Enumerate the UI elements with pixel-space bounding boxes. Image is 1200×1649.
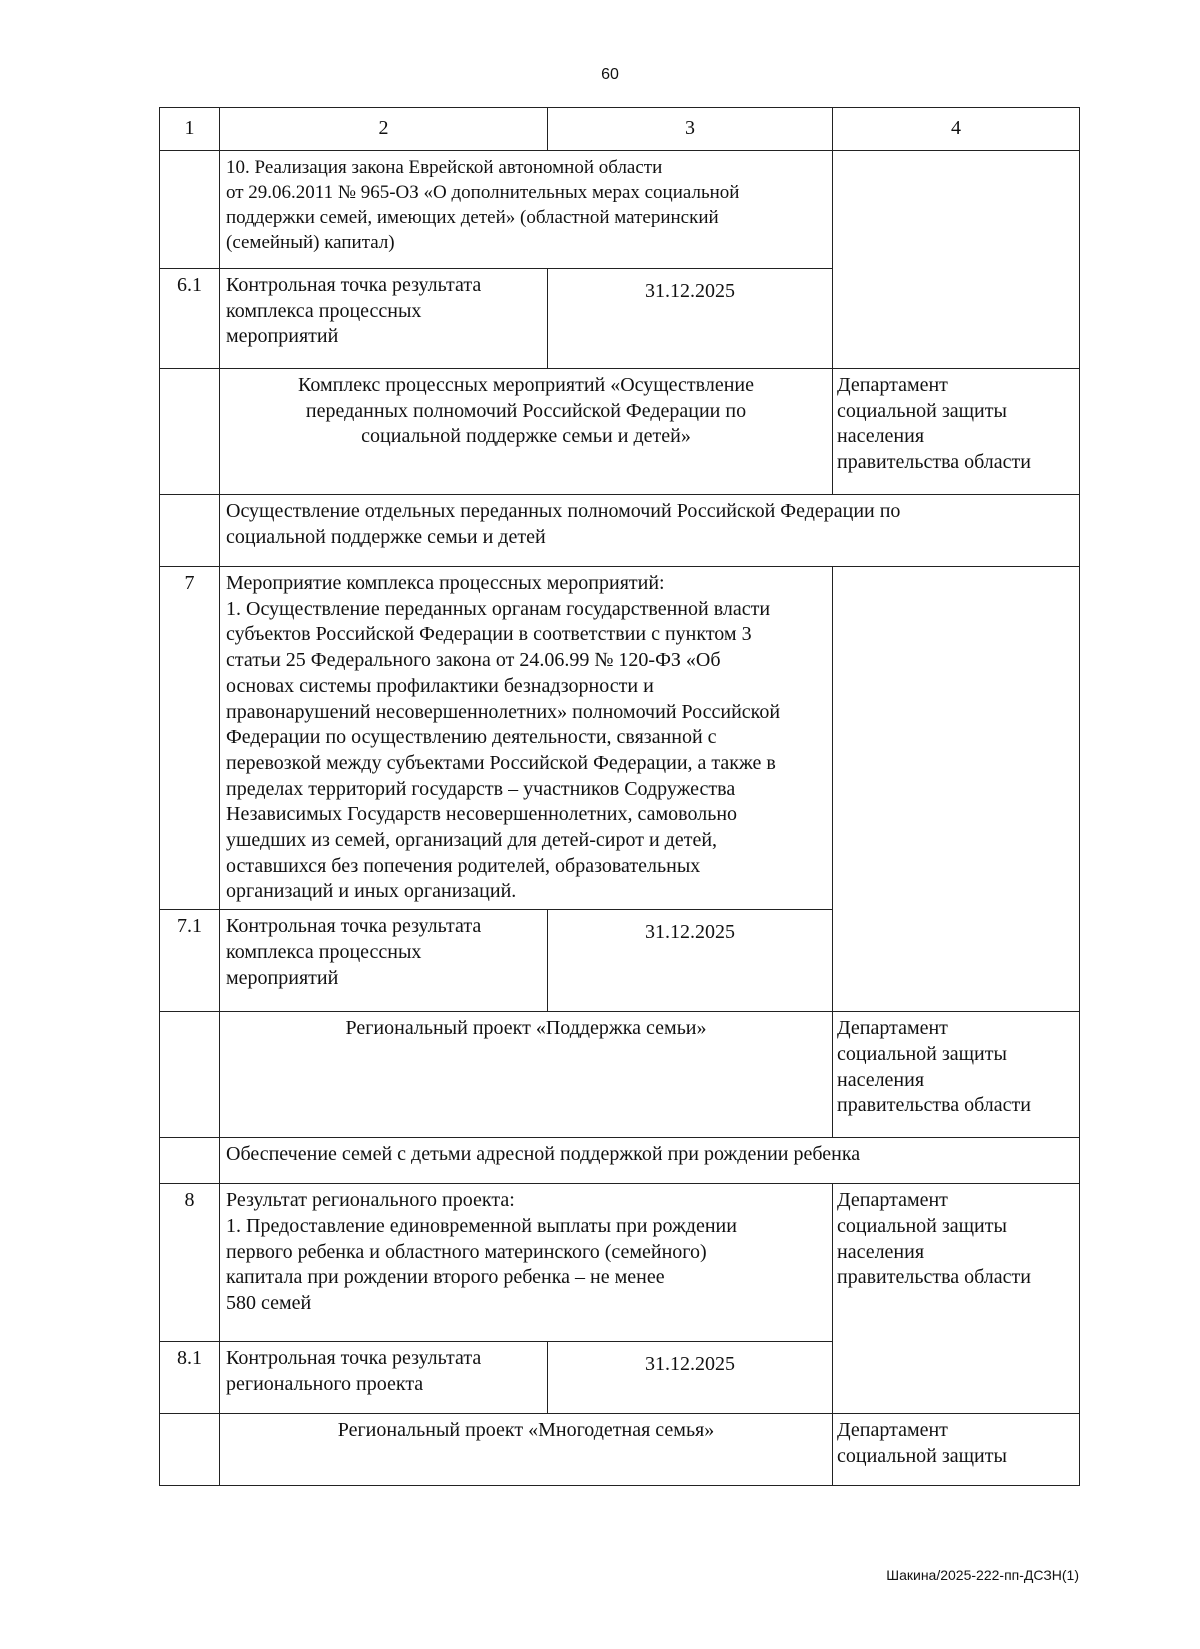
complex-title-cell: Комплекс процессных мероприятий «Осуществление переданных полномочий Российской Федерации по социальной поддержке семьи и детей» [220,369,833,495]
table-row [160,1184,1080,1342]
row-number-cell: 6.1 [160,269,220,369]
control-point-date: 31.12.2025 [548,1342,833,1414]
task-title-cell: Осуществление отдельных переданных полномочий Российской Федерации по социальной поддержке семьи и детей [220,495,1080,567]
project-result-cell: Результат регионального проекта: 1. Предоставление единовременной выплаты при рождении первого ребенка и областного материнского (семейного) капитала при рождении второго ребенка – не менее 580 семей [220,1184,833,1342]
responsible-cell-empty [833,151,1080,369]
document-footer-code: Шакина/2025-222-пп-ДСЗН(1) [886,1567,1079,1583]
row-number-cell [160,495,220,567]
header-col-1: 1 [160,108,220,151]
control-point-date: 31.12.2025 [548,269,833,369]
row-number-cell: 8.1 [160,1342,220,1414]
row-number-cell [160,369,220,495]
control-point-text: Контрольная точка результата комплекса процессных мероприятий [220,269,548,369]
table-row [160,369,1080,495]
task-title-cell: Обеспечение семей с детьми адресной поддержкой при рождении ребенка [220,1138,1080,1184]
law-title-cell: 10. Реализация закона Еврейской автономной области от 29.06.2011 № 965-ОЗ «О дополнительных мерах социальной поддержки семей, имеющих детей» (областной материнский (семейный) капитал) [220,151,833,269]
row-number-cell: 8 [160,1184,220,1342]
row-number-cell [160,1414,220,1486]
table-row [160,495,1080,567]
control-point-text: Контрольная точка результата регионального проекта [220,1342,548,1414]
responsible-department-cell: Департамент социальной защиты населения правительства области [833,1012,1080,1138]
table-row [160,567,1080,910]
row-number-cell [160,151,220,269]
row-number-cell [160,1012,220,1138]
table-row [160,1138,1080,1184]
table-header-row [160,108,1080,151]
header-col-3: 3 [548,108,833,151]
control-point-text: Контрольная точка результата комплекса процессных мероприятий [220,910,548,1012]
table-row [160,1012,1080,1138]
responsible-department-cell: Департамент социальной защиты населения правительства области [833,369,1080,495]
row-number-cell: 7 [160,567,220,910]
responsible-department-cell: Департамент социальной защиты населения правительства области [833,1184,1080,1414]
plan-table [159,107,1080,1486]
table-row [160,151,1080,269]
page-number: 60 [601,66,619,83]
table-row [160,1414,1080,1486]
header-col-2: 2 [220,108,548,151]
regional-project-title-cell: Региональный проект «Многодетная семья» [220,1414,833,1486]
header-col-4: 4 [833,108,1080,151]
regional-project-title-cell: Региональный проект «Поддержка семьи» [220,1012,833,1138]
measure-text-cell: Мероприятие комплекса процессных мероприятий: 1. Осуществление переданных органам государственной власти субъектов Российской Федерации в соответствии с пунктом 3 статьи 25 Федерального закона от 24.06.99 № 120-ФЗ «Об основах системы профилактики безнадзорности и правонарушений несовершеннолетних» полномочий Российской Федерации по осуществлению деятельности, связанной с перевозкой между субъектами Российской Федерации, а также в пределах территорий государств – участников Содружества Независимых Государств несовершеннолетних, самовольно ушедших из семей, организаций для детей-сирот и детей, оставшихся без попечения родителей, образовательных организаций и иных организаций. [220,567,833,910]
row-number-cell: 7.1 [160,910,220,1012]
row-number-cell [160,1138,220,1184]
responsible-department-cell: Департамент социальной защиты [833,1414,1080,1486]
responsible-cell-empty [833,567,1080,1012]
control-point-date: 31.12.2025 [548,910,833,1012]
